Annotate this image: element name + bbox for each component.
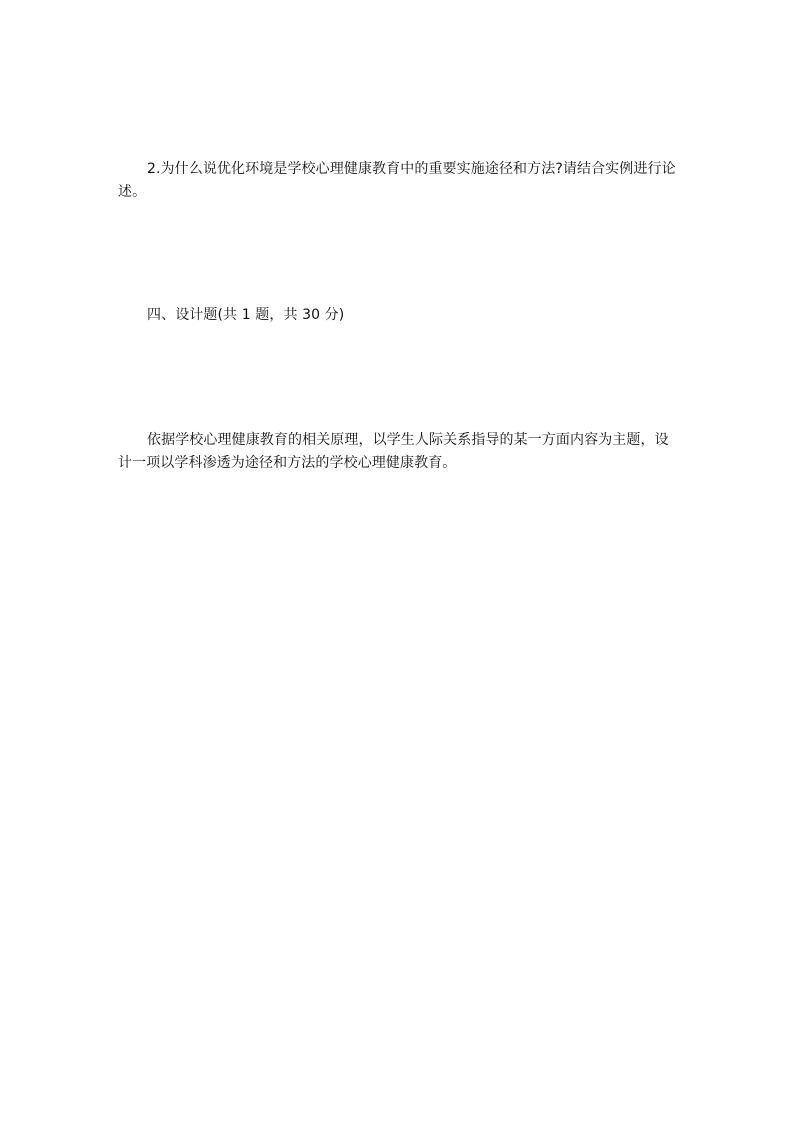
question-2-text: 2.为什么说优化环境是学校心理健康教育中的重要实施途径和方法?请结合实例进行论述。 [118, 161, 676, 200]
section-4-heading: 四、设计题(共 1 题，共 30 分) [147, 307, 345, 323]
design-question-text: 依据学校心理健康教育的相关原理，以学生人际关系指导的某一方面内容为主题，设计一项以学科渗透为途径和方法的学校心理健康教育。 [118, 432, 669, 471]
